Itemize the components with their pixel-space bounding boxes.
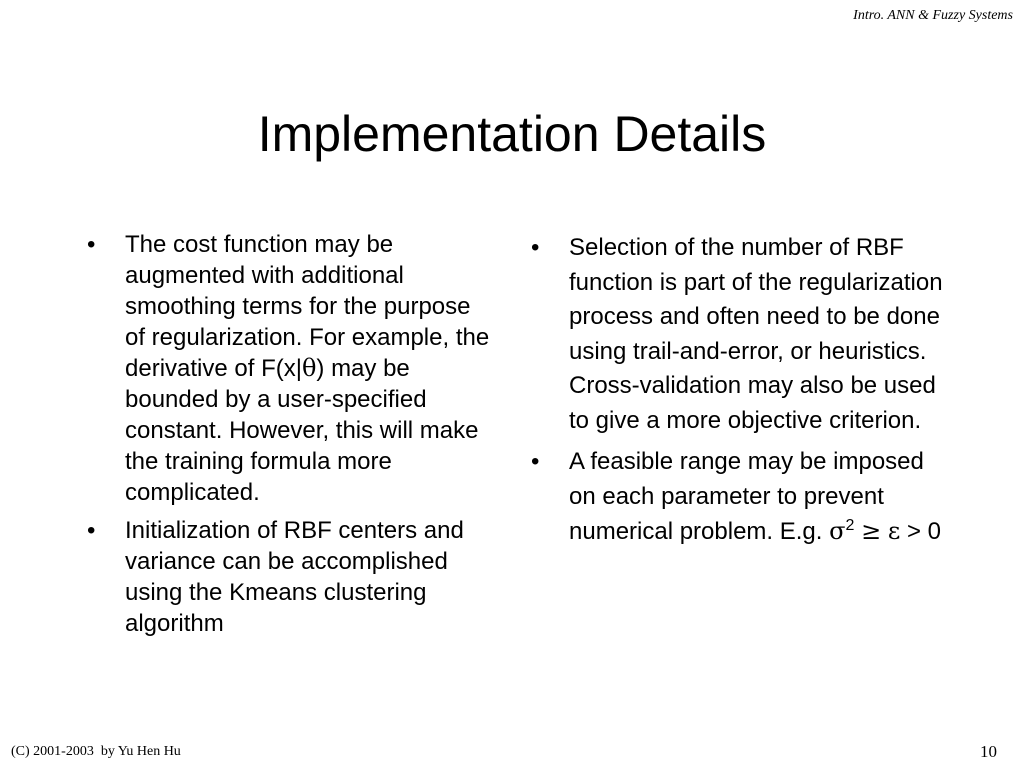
bullet-text [125,229,494,508]
bullet-text-part1: The cost function may be augmented with additional smoothing terms for the purpose of regularization. For example, the derivative of F(x| [125,231,490,382]
right-column [528,231,948,557]
bullet-text [569,445,948,550]
course-header: Intro. ANN & Fuzzy Systems [853,8,1013,23]
theta-symbol: θ [301,354,317,382]
slide-title: Implementation Details [257,106,767,162]
bullet-text-part2: ) may be bounded by a user-specified constant. However, this will make the training formula more complicated. [125,355,479,506]
geq-symbol: ≥ [861,517,882,545]
sigma-symbol: σ [829,517,846,545]
footer-copyright: (C) 2001-2003 by Yu Hen Hu [11,744,181,759]
bullet-text-part1: A feasible range may be imposed on each parameter to prevent numerical problem. E.g. [569,448,924,545]
page-number: 10 [980,742,997,761]
left-column [84,229,494,646]
exponent: 2 [845,517,855,534]
bullet-icon: • [531,234,540,261]
bullet-item-selection [528,231,948,438]
epsilon-symbol: ε [887,517,901,545]
bullet-item-cost-function [84,229,494,508]
bullet-item-feasible-range [528,445,948,550]
bullet-text: Initialization of RBF centers and variance can be accomplished using the Kmeans clustering algorithm [125,517,464,637]
bullet-icon: • [531,448,540,475]
bullet-text: Selection of the number of RBF function is part of the regularization process and often need to be done using trail-and-error, or heuristics. Cross-validation may also be used to give a more objective criterion. [569,234,943,434]
bullet-icon: • [87,231,96,258]
bullet-icon: • [87,517,96,544]
inequality-tail: > 0 [906,518,941,545]
bullet-item-initialization [84,515,494,639]
